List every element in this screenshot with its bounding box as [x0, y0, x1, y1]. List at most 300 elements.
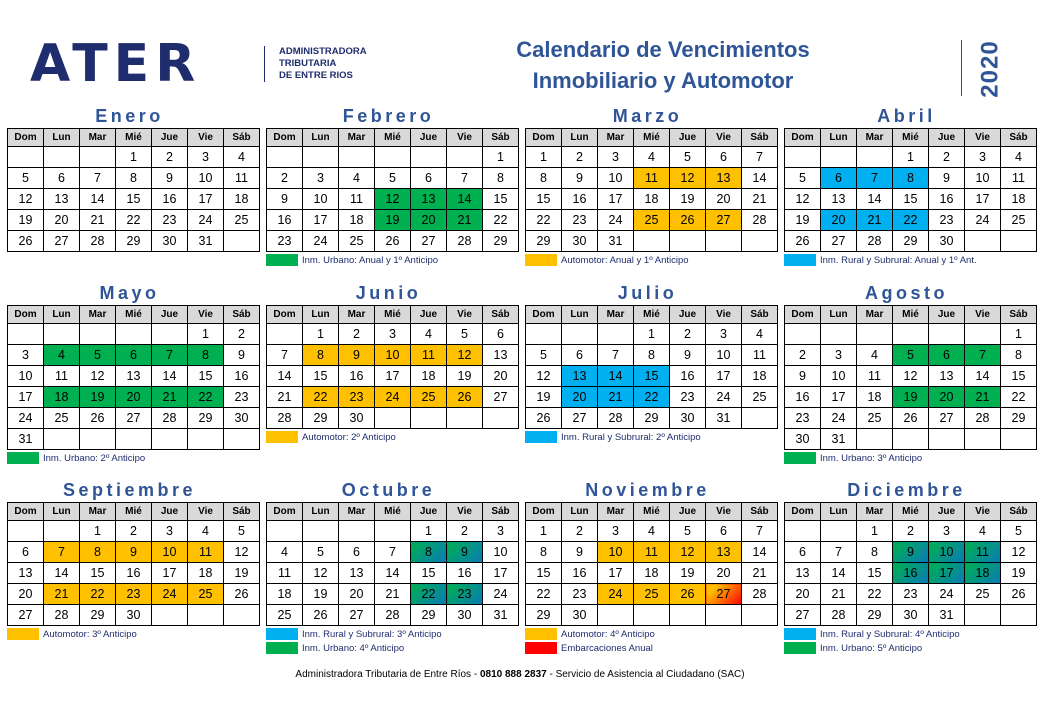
weekday-header: Mar: [339, 503, 375, 521]
day-cell: 26: [1001, 584, 1037, 605]
week-row: [8, 521, 260, 542]
empty-day-cell: [188, 429, 224, 450]
weekday-header: Mar: [598, 503, 634, 521]
week-row: [526, 584, 778, 605]
weekday-header: Lun: [562, 306, 598, 324]
day-cell: 15: [303, 366, 339, 387]
day-cell: 23: [267, 231, 303, 252]
day-cell: 7: [598, 345, 634, 366]
day-cell: 6: [483, 324, 519, 345]
day-cell: 7: [44, 542, 80, 563]
month-name: Diciembre: [847, 480, 966, 500]
month-name: Mayo: [99, 283, 160, 303]
day-cell: 30: [893, 605, 929, 626]
legend: [266, 253, 511, 267]
empty-day-cell: [44, 324, 80, 345]
week-row: [785, 542, 1037, 563]
week-row: [267, 408, 519, 429]
day-cell: 20: [706, 189, 742, 210]
day-cell: 8: [634, 345, 670, 366]
day-cell: 4: [339, 168, 375, 189]
weekday-header: Jue: [411, 503, 447, 521]
day-cell: 15: [411, 563, 447, 584]
day-cell: 21: [742, 189, 778, 210]
empty-day-cell: [634, 605, 670, 626]
day-cell: 7: [447, 168, 483, 189]
day-cell: 6: [116, 345, 152, 366]
weekday-header: Dom: [8, 503, 44, 521]
day-cell: 1: [116, 147, 152, 168]
day-cell: 26: [303, 605, 339, 626]
week-row: [785, 605, 1037, 626]
legend-item: [266, 253, 511, 267]
day-cell: 14: [375, 563, 411, 584]
day-cell: 9: [447, 542, 483, 563]
weekday-header: Lun: [44, 129, 80, 147]
day-cell: 1: [526, 521, 562, 542]
day-cell: 17: [965, 189, 1001, 210]
day-cell: 14: [821, 563, 857, 584]
weekday-header: Mié: [375, 306, 411, 324]
empty-day-cell: [375, 521, 411, 542]
day-cell: 24: [483, 584, 519, 605]
empty-day-cell: [375, 408, 411, 429]
day-cell: 6: [706, 521, 742, 542]
day-cell: 24: [375, 387, 411, 408]
day-cell: 5: [893, 345, 929, 366]
day-cell: 8: [857, 542, 893, 563]
weekday-header: Jue: [152, 306, 188, 324]
day-cell: 6: [44, 168, 80, 189]
weekday-header: Dom: [526, 306, 562, 324]
day-cell: 25: [634, 584, 670, 605]
weekday-header: Vie: [965, 129, 1001, 147]
day-cell: 11: [1001, 168, 1037, 189]
day-cell: 3: [598, 147, 634, 168]
weekday-header: Jue: [152, 129, 188, 147]
empty-day-cell: [1001, 429, 1037, 450]
weekday-header: Dom: [267, 129, 303, 147]
day-cell: 2: [785, 345, 821, 366]
month-table: [7, 502, 260, 626]
title-line-2: Inmobiliario y Automotor: [532, 68, 794, 93]
day-cell: 29: [893, 231, 929, 252]
empty-day-cell: [598, 324, 634, 345]
weekday-header: Lun: [821, 306, 857, 324]
day-cell: 23: [893, 584, 929, 605]
day-cell: 29: [80, 605, 116, 626]
empty-day-cell: [670, 605, 706, 626]
org-line-1: ADMINISTRADORA: [279, 46, 367, 57]
day-cell: 4: [742, 324, 778, 345]
day-cell: 12: [224, 542, 260, 563]
legend-label: Inm. Urbano: Anual y 1º Anticipo: [302, 254, 439, 266]
week-row: [526, 366, 778, 387]
day-cell: 1: [1001, 324, 1037, 345]
legend: [266, 430, 511, 444]
weekday-header: Lun: [44, 503, 80, 521]
weekday-header: Mar: [857, 129, 893, 147]
week-row: [8, 408, 260, 429]
month-7: [525, 281, 770, 444]
day-cell: 1: [526, 147, 562, 168]
day-cell: 16: [562, 563, 598, 584]
day-cell: 3: [188, 147, 224, 168]
day-cell: 20: [821, 210, 857, 231]
weekday-header-row: [526, 306, 778, 324]
day-cell: 22: [857, 584, 893, 605]
empty-day-cell: [965, 605, 1001, 626]
week-row: [267, 210, 519, 231]
day-cell: 25: [188, 584, 224, 605]
day-cell: 18: [44, 387, 80, 408]
weekday-header: Sáb: [742, 503, 778, 521]
year-text: 2020: [977, 40, 1005, 98]
day-cell: 29: [857, 605, 893, 626]
week-row: [267, 387, 519, 408]
empty-day-cell: [44, 147, 80, 168]
day-cell: 27: [706, 210, 742, 231]
day-cell: 19: [80, 387, 116, 408]
day-cell: 12: [375, 189, 411, 210]
empty-day-cell: [339, 147, 375, 168]
day-cell: 19: [1001, 563, 1037, 584]
weekday-header: Sáb: [1001, 503, 1037, 521]
weekday-header: Lun: [821, 129, 857, 147]
day-cell: 16: [929, 189, 965, 210]
day-cell: 12: [526, 366, 562, 387]
day-cell: 19: [224, 563, 260, 584]
day-cell: 6: [562, 345, 598, 366]
month-table: [266, 128, 519, 252]
day-cell: 7: [152, 345, 188, 366]
day-cell: 5: [224, 521, 260, 542]
day-cell: 21: [80, 210, 116, 231]
month-name: Noviembre: [585, 480, 710, 500]
month-table: [525, 502, 778, 626]
day-cell: 18: [1001, 189, 1037, 210]
footer-text-1: Administradora Tributaria de Entre Ríos -: [295, 669, 480, 680]
empty-day-cell: [483, 408, 519, 429]
day-cell: 27: [483, 387, 519, 408]
legend-item: [525, 430, 770, 444]
weekday-header: Mar: [857, 503, 893, 521]
legend-swatch: [525, 254, 557, 266]
day-cell: 2: [893, 521, 929, 542]
month-name: Abril: [877, 106, 936, 126]
day-cell: 12: [1001, 542, 1037, 563]
day-cell: 20: [706, 563, 742, 584]
day-cell: 3: [598, 521, 634, 542]
month-table: [7, 128, 260, 252]
weekday-header: Sáb: [224, 306, 260, 324]
day-cell: 9: [670, 345, 706, 366]
month-1: [7, 104, 252, 252]
week-row: [267, 189, 519, 210]
day-cell: 28: [267, 408, 303, 429]
day-cell: 4: [634, 147, 670, 168]
week-row: [267, 366, 519, 387]
day-cell: 1: [857, 521, 893, 542]
empty-day-cell: [80, 147, 116, 168]
legend-swatch: [266, 254, 298, 266]
day-cell: 13: [706, 542, 742, 563]
day-cell: 24: [929, 584, 965, 605]
day-cell: 5: [670, 521, 706, 542]
day-cell: 24: [706, 387, 742, 408]
day-cell: 9: [267, 189, 303, 210]
day-cell: 27: [44, 231, 80, 252]
month-table: [266, 305, 519, 429]
day-cell: 2: [339, 324, 375, 345]
day-cell: 29: [483, 231, 519, 252]
day-cell: 13: [339, 563, 375, 584]
day-cell: 22: [80, 584, 116, 605]
empty-day-cell: [339, 521, 375, 542]
day-cell: 11: [188, 542, 224, 563]
day-cell: 6: [929, 345, 965, 366]
legend: [525, 430, 770, 444]
weekday-header: Mié: [634, 129, 670, 147]
logo-divider: [264, 46, 265, 82]
day-cell: 10: [929, 542, 965, 563]
day-cell: 22: [526, 584, 562, 605]
day-cell: 9: [785, 366, 821, 387]
day-cell: 10: [152, 542, 188, 563]
day-cell: 16: [447, 563, 483, 584]
weekday-header: Vie: [706, 503, 742, 521]
day-cell: 20: [44, 210, 80, 231]
legend-swatch: [784, 452, 816, 464]
legend: [784, 451, 1029, 465]
day-cell: 13: [821, 189, 857, 210]
day-cell: 27: [929, 408, 965, 429]
day-cell: 17: [303, 210, 339, 231]
day-cell: 18: [857, 387, 893, 408]
empty-day-cell: [526, 324, 562, 345]
day-cell: 25: [742, 387, 778, 408]
day-cell: 8: [526, 542, 562, 563]
week-row: [785, 366, 1037, 387]
day-cell: 4: [267, 542, 303, 563]
day-cell: 8: [80, 542, 116, 563]
empty-day-cell: [965, 429, 1001, 450]
weekday-header: Lun: [303, 306, 339, 324]
empty-day-cell: [670, 231, 706, 252]
weekday-header: Mar: [339, 129, 375, 147]
empty-day-cell: [785, 324, 821, 345]
day-cell: 13: [8, 563, 44, 584]
day-cell: 23: [670, 387, 706, 408]
weekday-header: Lun: [44, 306, 80, 324]
day-cell: 24: [8, 408, 44, 429]
day-cell: 5: [785, 168, 821, 189]
day-cell: 5: [1001, 521, 1037, 542]
day-cell: 10: [375, 345, 411, 366]
weekday-header: Lun: [562, 129, 598, 147]
week-row: [785, 324, 1037, 345]
day-cell: 9: [339, 345, 375, 366]
empty-day-cell: [634, 231, 670, 252]
week-row: [8, 429, 260, 450]
weekday-header: Lun: [303, 129, 339, 147]
day-cell: 22: [116, 210, 152, 231]
day-cell: 10: [706, 345, 742, 366]
day-cell: 22: [1001, 387, 1037, 408]
week-row: [785, 147, 1037, 168]
legend-item: [784, 253, 1029, 267]
week-row: [526, 563, 778, 584]
day-cell: 30: [224, 408, 260, 429]
day-cell: 16: [670, 366, 706, 387]
weekday-header: Vie: [965, 306, 1001, 324]
year-label: [966, 36, 1016, 102]
day-cell: 8: [116, 168, 152, 189]
day-cell: 31: [598, 231, 634, 252]
week-row: [785, 408, 1037, 429]
day-cell: 24: [152, 584, 188, 605]
weekday-header: Mar: [857, 306, 893, 324]
day-cell: 9: [116, 542, 152, 563]
day-cell: 7: [742, 147, 778, 168]
empty-day-cell: [857, 429, 893, 450]
day-cell: 17: [821, 387, 857, 408]
day-cell: 19: [375, 210, 411, 231]
week-row: [526, 210, 778, 231]
day-cell: 17: [188, 189, 224, 210]
day-cell: 27: [116, 408, 152, 429]
day-cell: 22: [893, 210, 929, 231]
day-cell: 12: [80, 366, 116, 387]
day-cell: 22: [303, 387, 339, 408]
day-cell: 2: [224, 324, 260, 345]
day-cell: 5: [8, 168, 44, 189]
day-cell: 5: [303, 542, 339, 563]
day-cell: 31: [8, 429, 44, 450]
day-cell: 22: [526, 210, 562, 231]
month-table: [525, 305, 778, 429]
legend: [784, 253, 1029, 267]
day-cell: 28: [965, 408, 1001, 429]
day-cell: 14: [742, 168, 778, 189]
weekday-header: Jue: [929, 129, 965, 147]
day-cell: 15: [1001, 366, 1037, 387]
day-cell: 14: [152, 366, 188, 387]
week-row: [267, 563, 519, 584]
empty-day-cell: [8, 324, 44, 345]
empty-day-cell: [965, 231, 1001, 252]
day-cell: 16: [116, 563, 152, 584]
empty-day-cell: [267, 147, 303, 168]
weekday-header-row: [8, 306, 260, 324]
weekday-header: Vie: [965, 503, 1001, 521]
day-cell: 17: [483, 563, 519, 584]
week-row: [267, 345, 519, 366]
day-cell: 29: [116, 231, 152, 252]
weekday-header: Mié: [375, 129, 411, 147]
legend-swatch: [266, 642, 298, 654]
empty-day-cell: [893, 324, 929, 345]
weekday-header: Mié: [375, 503, 411, 521]
day-cell: 21: [375, 584, 411, 605]
legend-item: [266, 627, 511, 641]
day-cell: 4: [965, 521, 1001, 542]
empty-day-cell: [598, 605, 634, 626]
day-cell: 28: [857, 231, 893, 252]
day-cell: 23: [339, 387, 375, 408]
week-row: [785, 387, 1037, 408]
day-cell: 26: [893, 408, 929, 429]
weekday-header: Vie: [706, 306, 742, 324]
day-cell: 16: [893, 563, 929, 584]
day-cell: 26: [447, 387, 483, 408]
day-cell: 1: [188, 324, 224, 345]
weekday-header-row: [785, 306, 1037, 324]
week-row: [785, 231, 1037, 252]
weekday-header: Mié: [116, 129, 152, 147]
org-line-2: TRIBUTARIA: [279, 58, 337, 69]
day-cell: 10: [188, 168, 224, 189]
day-cell: 15: [526, 563, 562, 584]
day-cell: 28: [821, 605, 857, 626]
day-cell: 25: [339, 231, 375, 252]
day-cell: 25: [634, 210, 670, 231]
day-cell: 15: [80, 563, 116, 584]
day-cell: 30: [116, 605, 152, 626]
day-cell: 24: [188, 210, 224, 231]
day-cell: 23: [116, 584, 152, 605]
empty-day-cell: [893, 429, 929, 450]
week-row: [8, 542, 260, 563]
day-cell: 8: [483, 168, 519, 189]
legend: [266, 627, 511, 655]
day-cell: 20: [339, 584, 375, 605]
month-table: [784, 128, 1037, 252]
day-cell: 20: [562, 387, 598, 408]
day-cell: 16: [224, 366, 260, 387]
day-cell: 18: [742, 366, 778, 387]
empty-day-cell: [929, 429, 965, 450]
day-cell: 21: [598, 387, 634, 408]
day-cell: 3: [965, 147, 1001, 168]
day-cell: 10: [598, 542, 634, 563]
day-cell: 28: [447, 231, 483, 252]
week-row: [526, 231, 778, 252]
weekday-header: Vie: [188, 306, 224, 324]
weekday-header: Sáb: [483, 306, 519, 324]
weekday-header: Vie: [706, 129, 742, 147]
day-cell: 1: [411, 521, 447, 542]
day-cell: 27: [821, 231, 857, 252]
day-cell: 2: [562, 147, 598, 168]
day-cell: 27: [411, 231, 447, 252]
day-cell: 15: [116, 189, 152, 210]
weekday-header: Dom: [526, 129, 562, 147]
title-line-1: Calendario de Vencimientos: [516, 37, 810, 62]
day-cell: 13: [116, 366, 152, 387]
empty-day-cell: [224, 231, 260, 252]
day-cell: 26: [785, 231, 821, 252]
day-cell: 29: [526, 605, 562, 626]
legend-item: [266, 641, 511, 655]
legend-swatch: [266, 628, 298, 640]
day-cell: 23: [562, 584, 598, 605]
day-cell: 18: [634, 563, 670, 584]
day-cell: 11: [339, 189, 375, 210]
weekday-header: Mié: [893, 306, 929, 324]
day-cell: 12: [670, 542, 706, 563]
day-cell: 15: [188, 366, 224, 387]
